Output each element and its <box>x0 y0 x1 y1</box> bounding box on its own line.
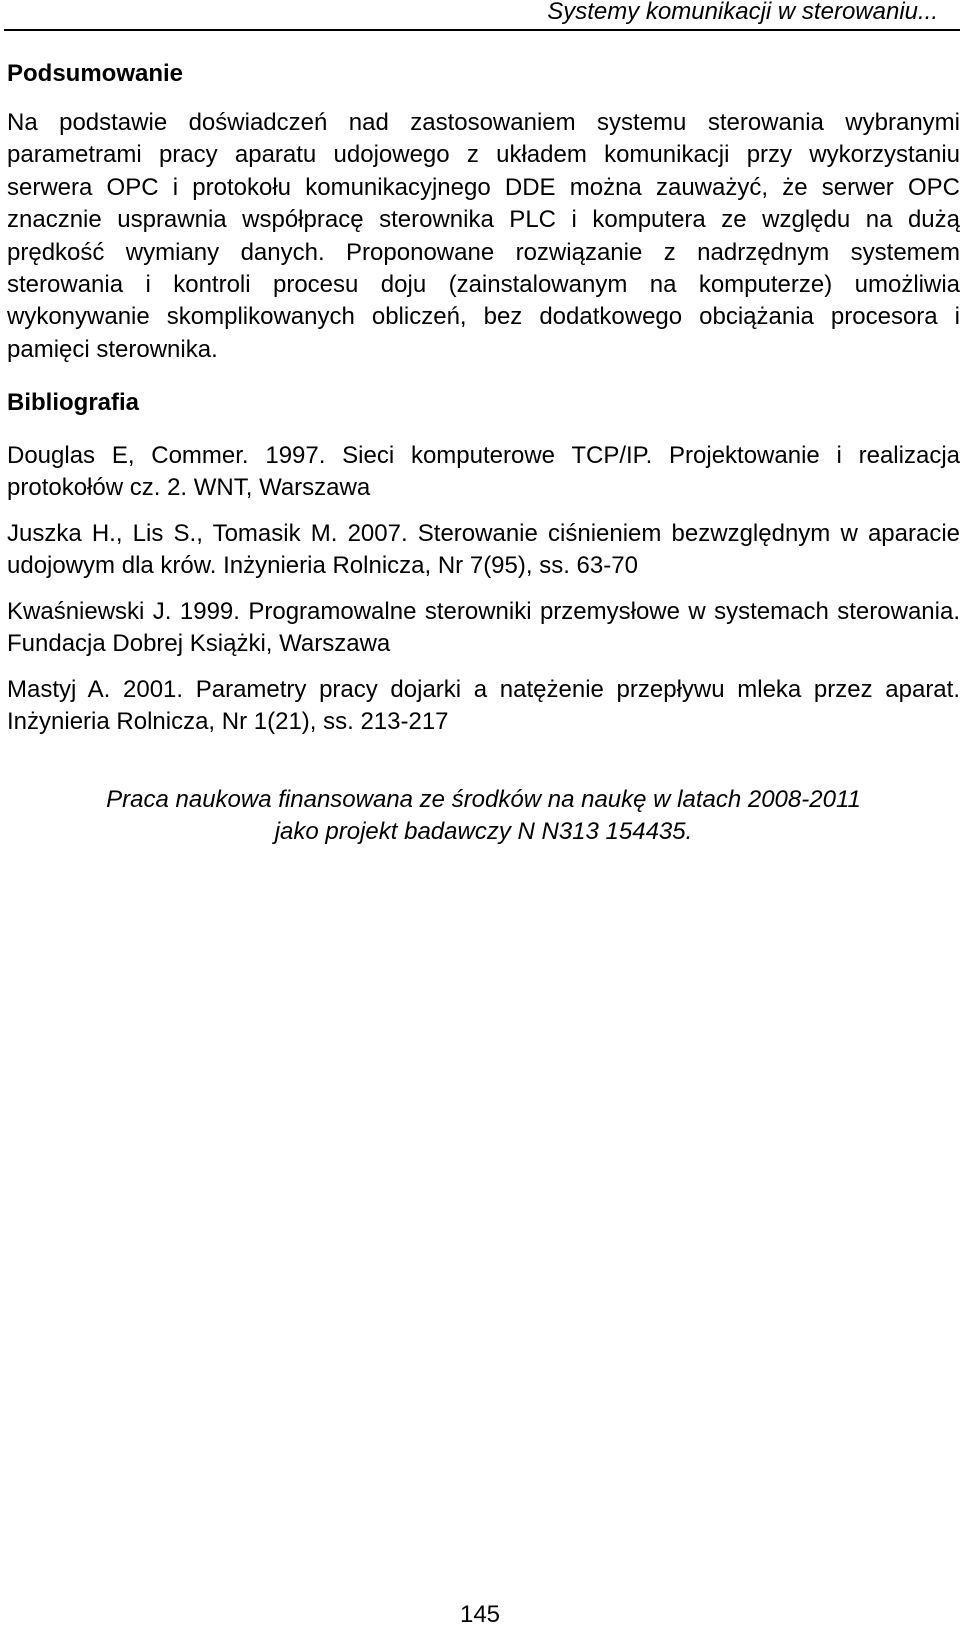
funding-note <box>7 784 960 848</box>
page-number: 145 <box>459 1601 501 1628</box>
reference-item: Juszka H., Lis S., Tomasik M. 2007. Sterowanie ciśnieniem bezwzględnym w aparacie udojowym dla krów. Inżynieria Rolnicza, Nr 7(95), ss. 63-70 <box>7 520 960 580</box>
summary-heading: Podsumowanie <box>7 60 184 87</box>
reference-list <box>7 440 960 738</box>
reference-item: Mastyj A. 2001. Parametry pracy dojarki a natężenie przepływu mleka przez aparat. Inżynieria Rolnicza, Nr 1(21), ss. 213-217 <box>7 676 960 736</box>
bibliography-heading: Bibliografia <box>7 389 140 417</box>
funding-line-1: Praca naukowa finansowana ze środków na naukę w latach 2008-2011 <box>106 786 861 814</box>
reference-item: Douglas E, Commer. 1997. Sieci komputerowe TCP/IP. Projektowanie i realizacja protokołów cz. 2. WNT, Warszawa <box>7 442 960 502</box>
header-rule <box>4 29 960 31</box>
funding-line-2: jako projekt badawczy N N313 154435. <box>274 818 693 846</box>
reference-item: Kwaśniewski J. 1999. Programowalne sterowniki przemysłowe w systemach sterowania. Fundacja Dobrej Książki, Warszawa <box>7 598 960 658</box>
running-header: Systemy komunikacji w sterowaniu... <box>547 0 938 25</box>
page-content <box>7 57 960 848</box>
summary-paragraph: Na podstawie doświadczeń nad zastosowaniem systemu sterowania wybranymi parametrami pracy aparatu udojowego z układem komunikacji przy wykorzystaniu serwera OPC i protokołu komunikacyjnego DDE można zauważyć, że serwer OPC znacznie usprawnia współpracę sterownika PLC i komputera ze względu na dużą prędkość wymiany danych. Proponowane rozwiązanie z nadrzędnym systemem sterowania i kontroli procesu doju (zainstalowanym na komputerze) umożliwia wykonywanie skomplikowanych obliczeń, bez dodatkowego obciążania procesora i pamięci sterownika. <box>7 109 960 363</box>
